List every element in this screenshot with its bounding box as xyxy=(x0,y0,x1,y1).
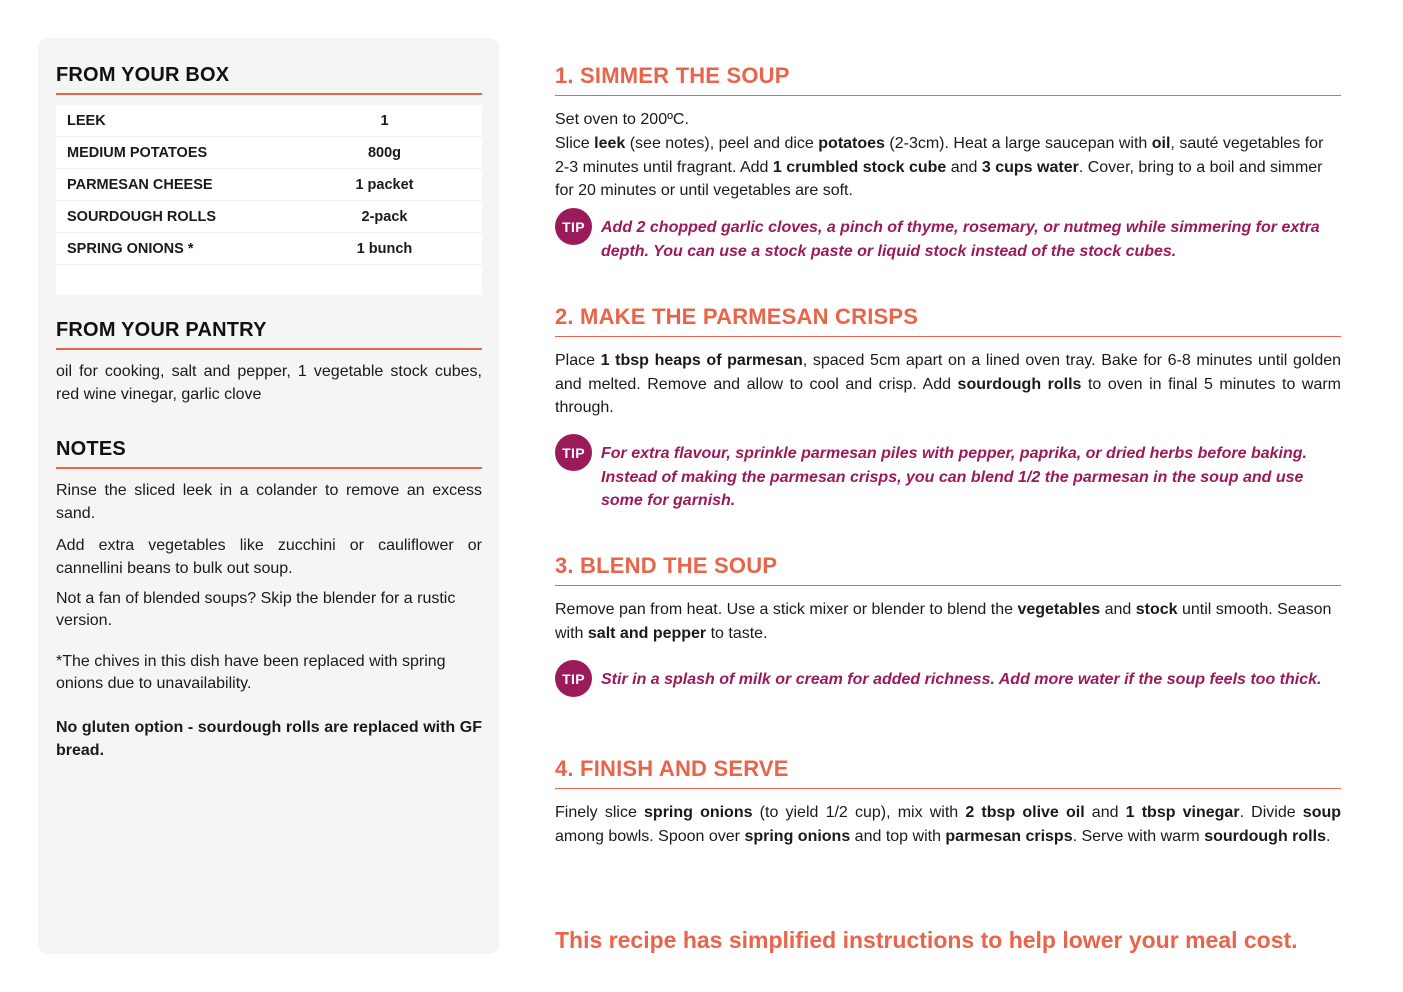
pantry-text: oil for cooking, salt and pepper, 1 vegetable stock cubes, red wine vinegar, garlic clove xyxy=(56,363,482,403)
ingredient-name: SOURDOUGH ROLLS xyxy=(67,208,217,225)
text-segment: and xyxy=(1084,804,1126,821)
bold-ingredient: 2 tbsp olive oil xyxy=(965,804,1085,821)
table-row xyxy=(56,137,482,169)
ingredient-name: MEDIUM POTATOES xyxy=(67,144,208,161)
ingredient-qty: 1 xyxy=(380,112,389,129)
note-item: Rinse the sliced leek in a colander to remove an excess sand. xyxy=(56,482,482,522)
text-segment: Finely slice xyxy=(555,804,645,821)
text-segment: and xyxy=(1100,601,1136,618)
bold-ingredient: sourdough rolls xyxy=(1204,827,1326,845)
step-3-instructions xyxy=(555,598,1341,645)
bold-ingredient: parmesan crisps xyxy=(945,827,1073,845)
tip-badge: TIP xyxy=(555,208,592,245)
step-3-tip: Stir in a splash of milk or cream for added richness. Add more water if the soup feels too thick. xyxy=(601,671,1322,688)
bold-ingredient: vegetables xyxy=(1017,601,1101,618)
ingredient-qty: 1 packet xyxy=(355,176,414,193)
ingredient-qty: 2-pack xyxy=(361,208,408,225)
bold-ingredient: leek xyxy=(594,135,626,152)
step-4-instructions xyxy=(555,801,1341,848)
text-segment: to taste. xyxy=(706,624,768,642)
step-1-instructions xyxy=(555,132,1341,203)
text-segment: and xyxy=(946,158,982,176)
step-2-tip: For extra flavour, sprinkle parmesan piles with pepper, paprika, or dried herbs before baking. Instead of making the parmesan crisps, you can blend 1/2 the parmesan in the soup and use some for garnish. xyxy=(601,445,1307,509)
text-segment: Slice xyxy=(555,135,595,152)
bold-ingredient: salt and pepper xyxy=(587,624,707,642)
note-item: Add extra vegetables like zucchini or cauliflower or cannellini beans to bulk out soup. xyxy=(56,537,482,577)
ingredient-name: SPRING ONIONS * xyxy=(67,240,194,257)
step-2-instructions xyxy=(555,349,1341,420)
step-4-title: 4. FINISH AND SERVE xyxy=(555,756,1341,789)
notes-heading: NOTES xyxy=(56,438,482,469)
text-segment: , spaced 5cm apart on a lined oven tray. Bake for 6-8 minutes until golden and melted. Remove and allow to cool and crisp. Add xyxy=(555,352,1342,393)
text-segment: to oven in final 5 minutes to warm through. xyxy=(555,375,1341,416)
box-ingredients-table xyxy=(56,105,482,295)
note-item-gluten-free: No gluten option - sourdough rolls are replaced with GF bread. xyxy=(56,719,482,759)
bold-ingredient: spring onions xyxy=(744,827,851,845)
tip-badge: TIP xyxy=(555,434,592,471)
bold-ingredient: sourdough rolls xyxy=(957,375,1082,393)
ingredients-panel xyxy=(38,38,499,954)
bold-ingredient: 1 crumbled stock cube xyxy=(772,158,947,176)
bold-ingredient: soup xyxy=(1302,804,1342,821)
text-segment: (see notes), peel and dice xyxy=(625,135,819,152)
step-1-tip: Add 2 chopped garlic cloves, a pinch of thyme, rosemary, or nutmeg while simmering for extra depth. You can use a stock paste or liquid stock instead of the stock cubes. xyxy=(601,219,1320,260)
from-your-pantry-heading: FROM YOUR PANTRY xyxy=(56,319,482,350)
text-segment: Remove pan from heat. Use a stick mixer or blender to blend the xyxy=(555,601,1018,618)
text-segment: . Divide xyxy=(1239,804,1303,821)
text-segment: until smooth. Season with xyxy=(555,601,1332,642)
text-segment: and top with xyxy=(850,827,946,845)
bold-ingredient: stock xyxy=(1135,601,1178,618)
bold-ingredient: 1 tbsp heaps of parmesan xyxy=(600,352,803,369)
text-segment: , sauté vegetables for 2-3 minutes until fragrant. Add xyxy=(555,135,1324,176)
table-row xyxy=(56,169,482,201)
from-your-box-heading: FROM YOUR BOX xyxy=(56,64,482,95)
note-item: Not a fan of blended soups? Skip the blender for a rustic version. xyxy=(56,590,456,629)
ingredient-qty: 800g xyxy=(367,144,402,161)
simplified-instructions-note: This recipe has simplified instructions to help lower your meal cost. xyxy=(555,927,1298,953)
step-1-title: 1. SIMMER THE SOUP xyxy=(555,63,1341,96)
bold-ingredient: oil xyxy=(1151,135,1171,152)
text-segment: among bowls. Spoon over xyxy=(555,827,745,845)
ingredient-qty: 1 bunch xyxy=(356,240,413,257)
text-segment: (to yield 1/2 cup), mix with xyxy=(752,804,966,821)
text-segment: . Serve with warm xyxy=(1072,827,1205,845)
step-1-line-1: Set oven to 200ºC. xyxy=(555,111,689,128)
table-row xyxy=(56,105,482,137)
step-3-title: 3. BLEND THE SOUP xyxy=(555,553,1341,586)
tip-badge: TIP xyxy=(555,660,592,697)
bold-ingredient: 1 tbsp vinegar xyxy=(1125,804,1240,821)
table-row xyxy=(56,233,482,265)
text-segment: (2-3cm). Heat a large saucepan with xyxy=(884,135,1152,152)
ingredient-name: LEEK xyxy=(67,112,106,129)
bold-ingredient: 3 cups water xyxy=(981,158,1079,176)
table-row xyxy=(56,201,482,233)
ingredient-name: PARMESAN CHEESE xyxy=(67,176,213,193)
text-segment: . Cover, bring to a boil and simmer for 20 minutes or until vegetables are soft. xyxy=(555,158,1323,199)
text-segment: . xyxy=(1325,827,1331,845)
note-item: *The chives in this dish have been replaced with spring onions due to unavailability. xyxy=(56,653,446,692)
bold-ingredient: potatoes xyxy=(818,135,885,152)
text-segment: Place xyxy=(555,352,601,369)
bold-ingredient: spring onions xyxy=(644,804,753,821)
step-2-title: 2. MAKE THE PARMESAN CRISPS xyxy=(555,304,1341,337)
